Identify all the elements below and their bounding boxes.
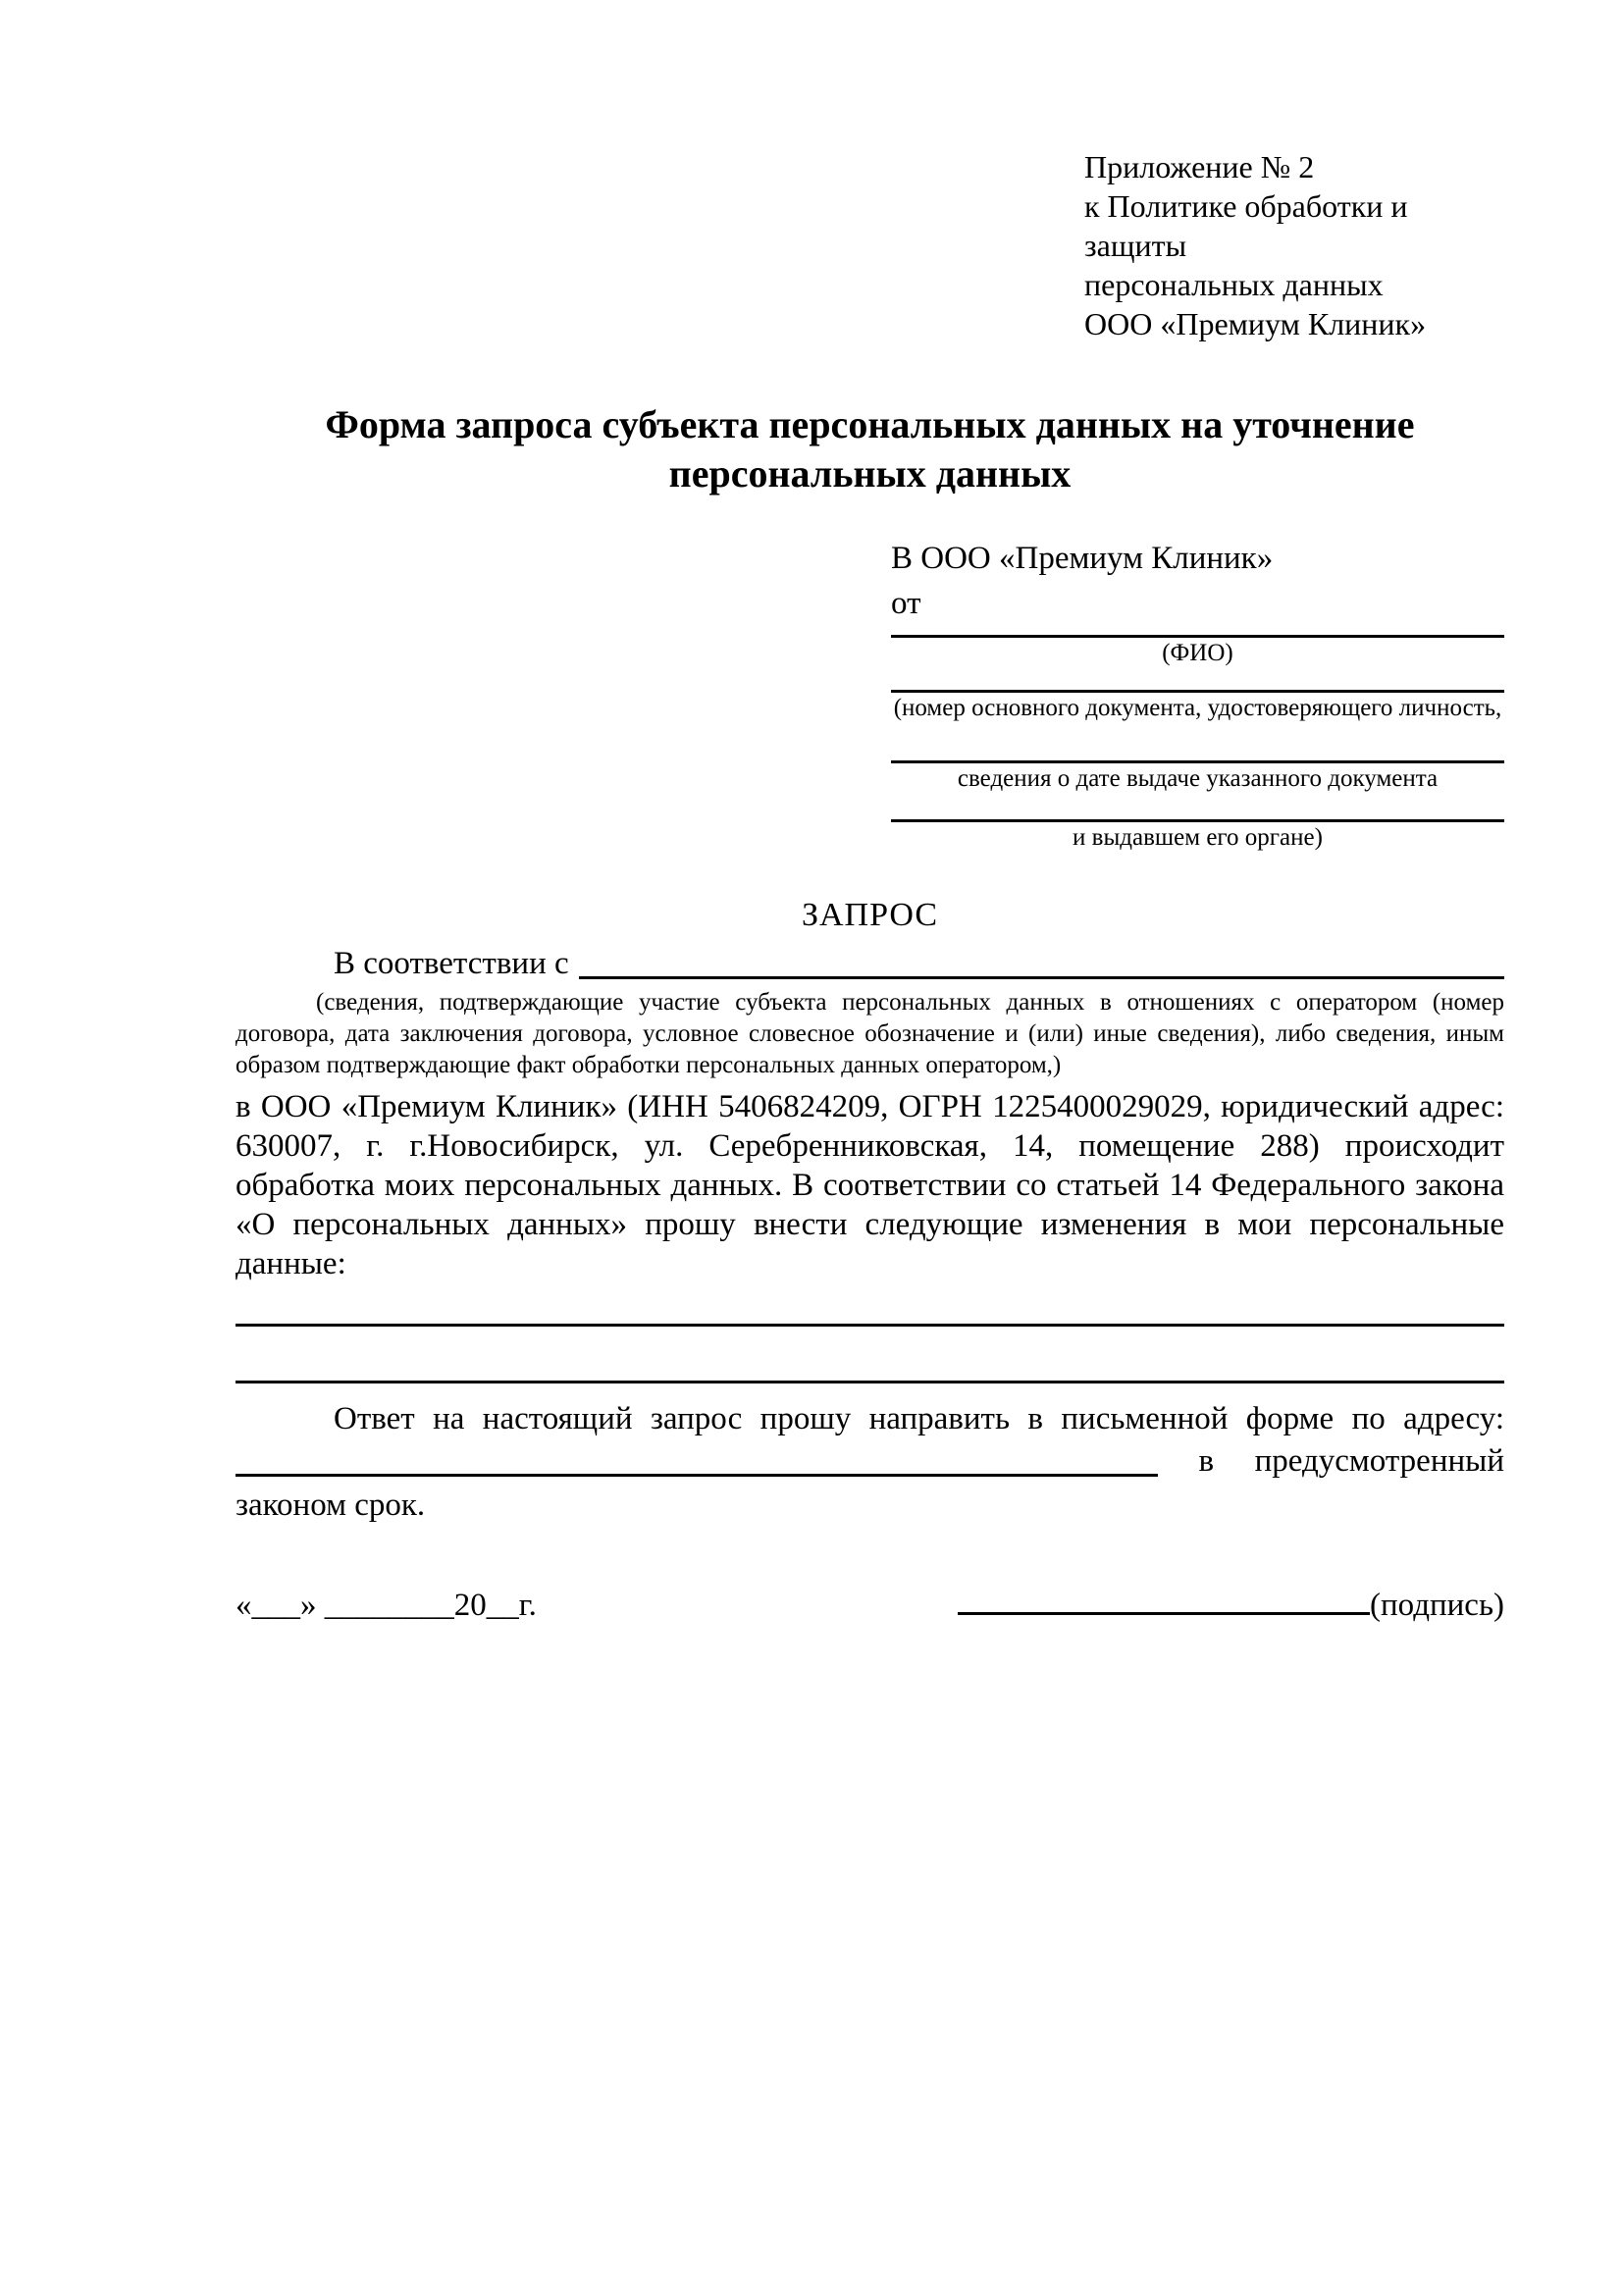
issuing-authority-caption: и выдавшем его органе): [1073, 824, 1323, 851]
body-paragraph: в ООО «Премиум Клиник» (ИНН 5406824209, ОГРН 1225400029029, юридический адрес: 630007, г. г.Новосибирск, ул. Серебренниковская, 14, помещение 288) происходит обработка моих персональных данных. В соответствии со статьей 14 Федерального закона «О персональных данных» прошу внести следующие изменения в мои персональные данные:: [236, 1089, 1504, 1281]
reply-paragraph-line: Ответ на настоящий запрос прошу направить в письменной форме по адресу:: [334, 1401, 1504, 1436]
issue-date-blank-line: [891, 724, 1504, 763]
date-blank-text: «___» ________20__г.: [236, 1588, 537, 1623]
fine-print: (сведения, подтверждающие участие субъекта персональных данных в отношениях с оператором (номер договора, дата заключения договора, условное словесное обозначение и (или) иные сведения), либо сведения, иным образом подтверждающие факт обработки персональных данных оператором,): [236, 989, 1504, 1078]
changes-blank-line: [236, 1283, 1504, 1327]
addressee-block: [891, 536, 1504, 854]
appendix-line: к Политике обработки и защиты: [1084, 188, 1408, 263]
accordance-row: [236, 942, 1504, 985]
accordance-prefix: В соответствии с: [334, 946, 569, 981]
reply-address-row: [236, 1438, 1504, 1484]
issue-date-caption: сведения о дате выдаче указанного документа: [957, 765, 1439, 792]
document-number-caption: (номер основного документа, удостоверяющего личность,: [893, 695, 1502, 721]
accordance-blank-line: [579, 976, 1504, 979]
request-heading: ЗАПРОС: [801, 897, 939, 933]
reply-word: предусмотренный: [1254, 1443, 1504, 1479]
document-number-blank-line: [891, 669, 1504, 693]
footer-row: [236, 1584, 1504, 1627]
document-title: [236, 400, 1504, 498]
address-blank-line: [236, 1474, 1158, 1477]
document-title-line: Форма запроса субъекта персональных данных на уточнение: [325, 402, 1415, 446]
signature-caption: (подпись): [1370, 1588, 1504, 1623]
appendix-line: персональных данных: [1084, 267, 1384, 302]
addressee-from-label: от: [891, 586, 921, 621]
appendix-line: Приложение № 2: [1084, 149, 1315, 184]
fio-blank-line: [891, 626, 1504, 638]
document-title-line: персональных данных: [668, 451, 1072, 496]
signature-area: [958, 1584, 1504, 1627]
addressee-to: В ООО «Премиум Клиник»: [891, 541, 1274, 576]
fio-caption: (ФИО): [1162, 640, 1233, 666]
reply-paragraph-line: законом срок.: [236, 1487, 426, 1523]
reply-word: в: [1198, 1443, 1215, 1479]
changes-blank-line: [236, 1327, 1504, 1383]
appendix-block: [1084, 147, 1504, 343]
issuing-authority-blank-line: [891, 795, 1504, 822]
appendix-line: ООО «Премиум Клиник»: [1084, 306, 1427, 341]
signature-blank-line: [958, 1612, 1370, 1615]
